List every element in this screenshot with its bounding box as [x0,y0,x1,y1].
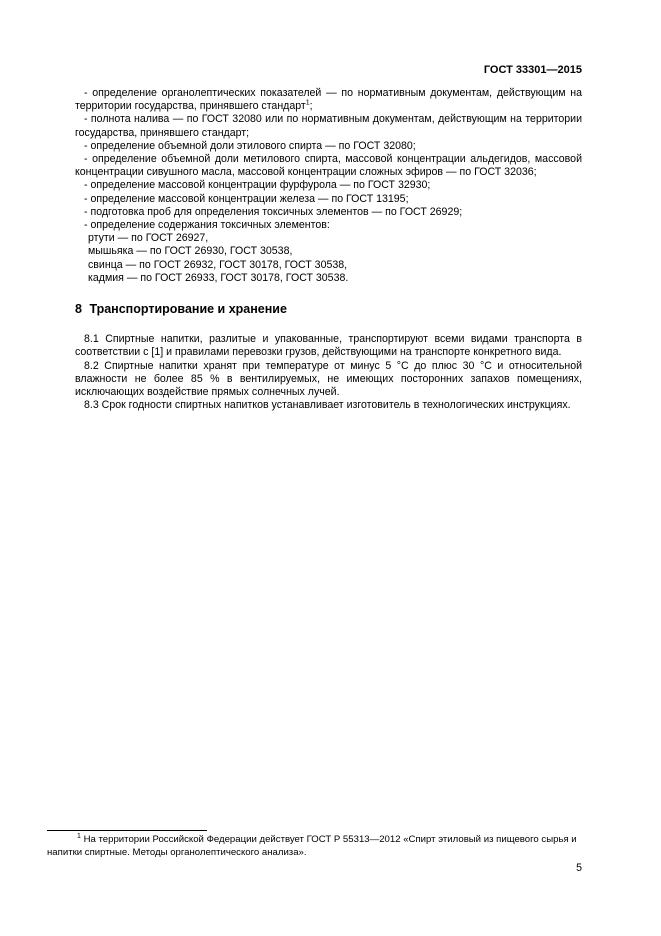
list-item: - определение объемной доли метилового спирта, массовой концентрации альдегидов, массовой концентрации сивушного масла, массовой концентрации сложных эфиров — по ГОСТ 32036; [75,153,582,179]
footnote-mark: 1 [77,832,81,840]
list-item [75,87,582,113]
list-item: - определение объемной доли этилового спирта — по ГОСТ 32080; [84,139,416,152]
footnote-body: На территории Российской Федерации действует ГОСТ Р 55313—2012 «Спирт этиловый из пищевого сырья и напитки спиртные. Методы органолептического анализа». [47,834,577,858]
page-body [75,87,582,412]
list-item: - полнота налива — по ГОСТ 32080 или по нормативным документам, действующим на территории государства, принявшего стандарт; [75,113,582,139]
toxic-element-item: кадмия — по ГОСТ 26933, ГОСТ 30178, ГОСТ 30538. [88,271,349,284]
footnote-divider [47,830,207,831]
toxic-element-item: мышьяка — по ГОСТ 26930, ГОСТ 30538, [88,245,293,258]
section-title: Транспортирование и хранение [89,302,287,317]
toxic-element-item: ртути — по ГОСТ 26927, [88,232,209,245]
paragraph: 8.3 Срок годности спиртных напитков устанавливает изготовитель в технологических инструкциях. [84,399,571,412]
list-item: - подготовка проб для определения токсичных элементов — по ГОСТ 26929; [84,205,463,218]
footnote-text [47,833,582,859]
list-item: - определение массовой концентрации железа — по ГОСТ 13195; [84,192,409,205]
document-id: ГОСТ 33301—2015 [483,64,582,76]
list-item: - определение массовой концентрации фурфурола — по ГОСТ 32930; [84,179,431,192]
paragraph: 8.1 Спиртные напитки, разлитые и упакованные, транспортируют всеми видами транспорта в соответствии с [1] и правилами перевозки грузов, действующими на транспорте конкретного вида. [75,333,582,359]
list-item: - определение содержания токсичных элементов: [84,219,330,232]
toxic-element-item: свинца — по ГОСТ 26932, ГОСТ 30178, ГОСТ 30538, [88,258,348,271]
section-number: 8 [75,302,82,317]
list-item-text: - определение органолептических показателей — по нормативным документам, действующим на территории государства, принявшего стандарт [75,87,582,113]
footnote [47,833,582,859]
page-number: 5 [576,862,582,874]
paragraph: 8.2 Спиртные напитки хранят при температуре от минус 5 °С до плюс 30 °С и относительной влажности не более 85 % в вентилируемых, не имеющих посторонних запахов помещениях, исключающих воздействие прямых солнечных лучей. [75,359,582,399]
footnote-ref: 1 [305,99,310,107]
list-item-tail: ; [309,100,313,113]
section-heading [75,303,582,316]
